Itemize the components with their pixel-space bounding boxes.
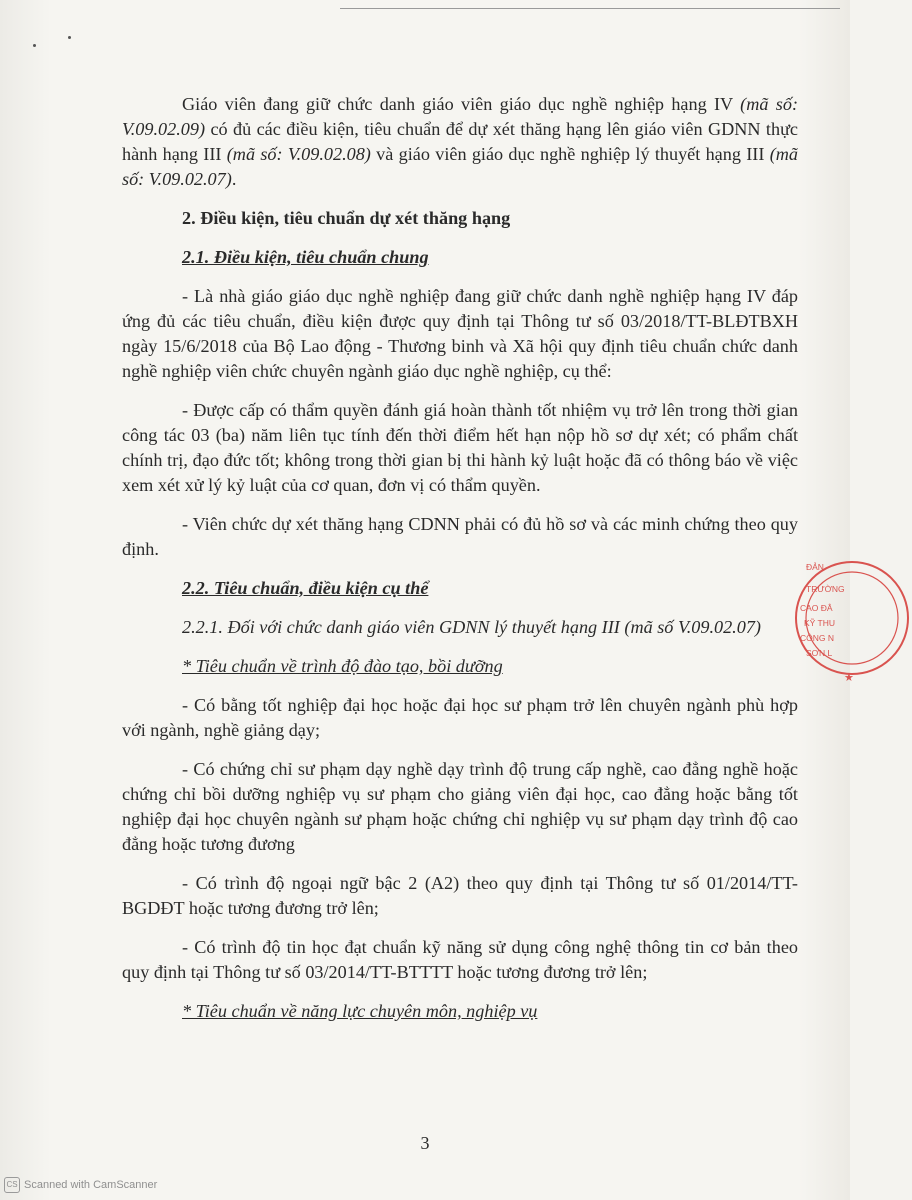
stamp-line: SƠN L (806, 648, 833, 658)
page-number: 3 (420, 1133, 430, 1153)
training-item-2: - Có chứng chỉ sư phạm dạy nghề dạy trình độ trung cấp nghề, cao đẳng nghề hoặc chứng chỉ bồi dưỡng nghiệp vụ sư phạm cho giảng viên đại học, cao đẳng hoặc bằng tốt nghiệp đại học chuyên ngành sư phạm hoặc chứng chỉ nghiệp vụ sư phạm dạy trình độ cao đẳng hoặc tương đương (122, 759, 798, 854)
intro-text: Giáo viên đang giữ chức danh giáo viên giáo dục nghề nghiệp hạng IV (182, 94, 741, 114)
training-subheading (122, 654, 798, 679)
intro-text: có đủ các điều kiện, tiêu chuẩn để dự xét thăng hạng lên giáo viên GDNN thực hành hạng III (122, 119, 798, 164)
top-edge-line (340, 8, 840, 9)
section-2-1-heading (122, 245, 798, 270)
stamp-line: TRƯỜNG (806, 584, 845, 594)
intro-text: . (231, 169, 237, 189)
stamp-star-icon: ★ (844, 672, 854, 684)
intro-paragraph (122, 92, 798, 192)
stamp-line: ĐẢN (806, 562, 824, 572)
code-label: (mã số: V.09.02.08) (226, 144, 371, 164)
camscanner-watermark (4, 1177, 157, 1193)
training-subheading-text: * Tiêu chuẩn về trình độ đào tạo, bồi dưỡng (182, 656, 503, 676)
training-item-4: - Có trình độ tin học đạt chuẩn kỹ năng sử dụng công nghệ thông tin cơ bản theo quy định tại Thông tư số 03/2014/TT-BTTTT hoặc tương đương trở lên; (122, 937, 798, 982)
code-label: (mã số: V.09.02.09) (122, 94, 799, 139)
section-2-1-heading-text: 2.1. Điều kiện, tiêu chuẩn chung (182, 247, 429, 267)
stamp-line: CAO ĐẲ (800, 603, 833, 613)
camscanner-logo-icon: CS (4, 1177, 20, 1193)
competence-subheading-text: * Tiêu chuẩn về năng lực chuyên môn, nghiệp vụ (182, 1001, 538, 1021)
code-label: (mã số: V.09.02.07) (122, 144, 798, 189)
scan-speck (68, 36, 71, 39)
training-item-3: - Có trình độ ngoại ngữ bậc 2 (A2) theo quy định tại Thông tư số 01/2014/TT-BGDĐT hoặc tương đương trở lên; (122, 873, 798, 918)
stamp-line: CÔNG N (800, 633, 834, 643)
section-2-2-heading (122, 576, 798, 601)
stamp-line: KỸ THU (804, 618, 836, 628)
section-2-2-heading-text: 2.2. Tiêu chuẩn, điều kiện cụ thể (182, 578, 429, 598)
document-body (122, 92, 798, 1024)
section-2-2-1-heading: 2.2.1. Đối với chức danh giáo viên GDNN lý thuyết hạng III (mã số V.09.02.07) (182, 617, 761, 637)
camscanner-text: Scanned with CamScanner (24, 1179, 158, 1191)
intro-text: và giáo viên giáo dục nghề nghiệp lý thuyết hạng III (370, 144, 770, 164)
paragraph-2-1-a: - Là nhà giáo giáo dục nghề nghiệp đang giữ chức danh nghề nghiệp hạng IV đáp ứng đủ các tiêu chuẩn, điều kiện được quy định tại Thông tư số 03/2018/TT-BLĐTBXH ngày 15/6/2018 của Bộ Lao động - Thương binh và Xã hội quy định tiêu chuẩn chức danh nghề nghiệp viên chức chuyên ngành giáo dục nghề nghiệp, cụ thể: (122, 286, 798, 381)
paragraph-2-1-b: - Được cấp có thẩm quyền đánh giá hoàn thành tốt nhiệm vụ trở lên trong thời gian công tác 03 (ba) năm liên tục tính đến thời điểm hết hạn nộp hồ sơ dự xét; có phẩm chất chính trị, đạo đức tốt; không trong thời gian bị thi hành kỷ luật hoặc đã có thông báo về việc xem xét xử lý kỷ luật của cơ quan, đơn vị có thẩm quyền. (122, 400, 798, 495)
competence-subheading (122, 999, 798, 1024)
scan-speck (33, 44, 36, 47)
training-item-1: - Có bằng tốt nghiệp đại học hoặc đại học sư phạm trở lên chuyên ngành phù hợp với ngành, nghề giảng dạy; (122, 695, 798, 740)
paragraph-2-1-c: - Viên chức dự xét thăng hạng CDNN phải có đủ hồ sơ và các minh chứng theo quy định. (122, 514, 798, 559)
red-seal-stamp (792, 548, 912, 698)
section-2-heading: 2. Điều kiện, tiêu chuẩn dự xét thăng hạng (182, 208, 511, 228)
